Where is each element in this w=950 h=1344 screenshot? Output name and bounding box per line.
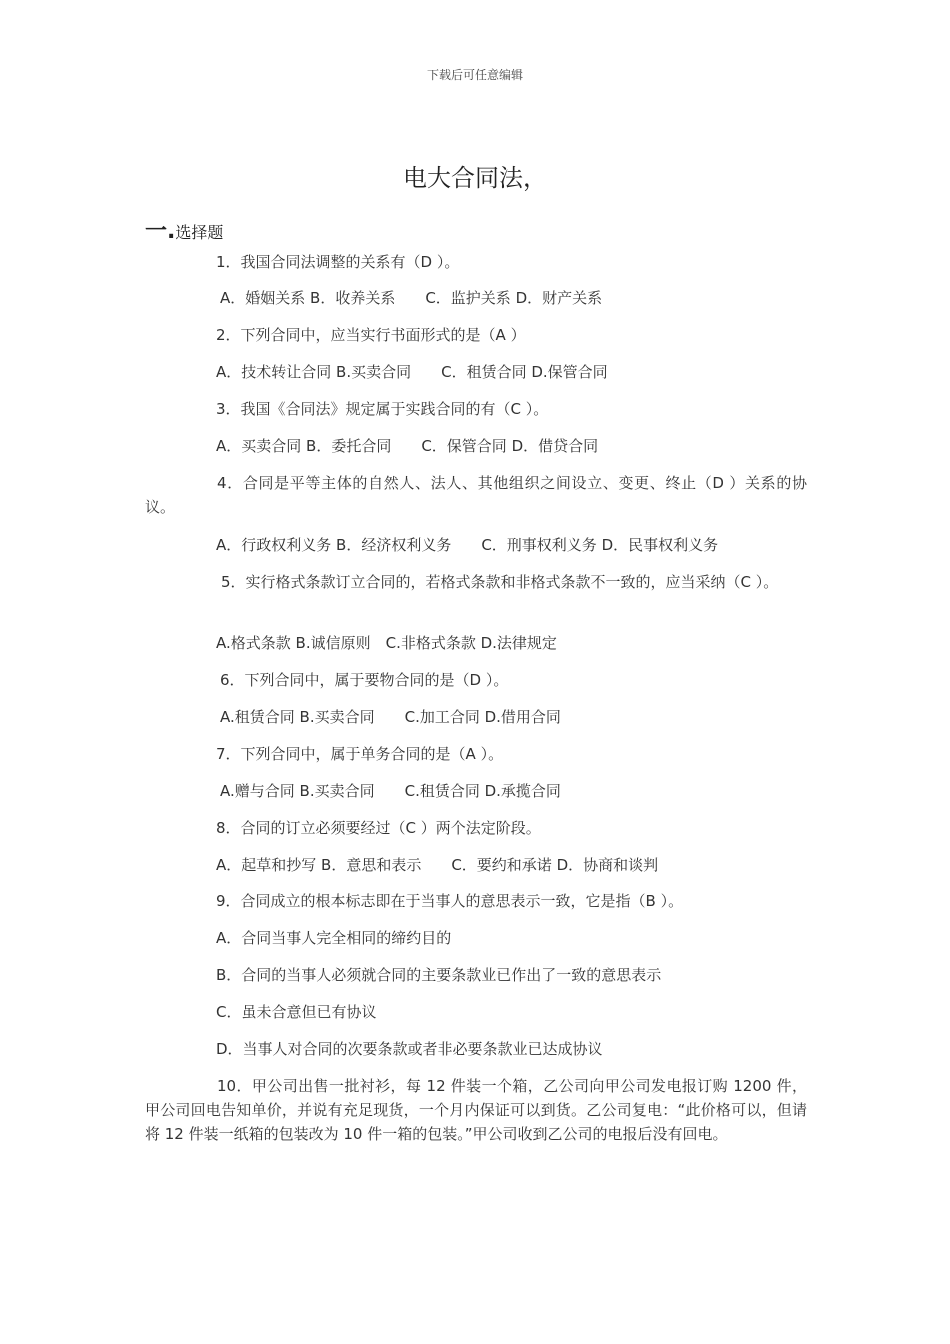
question-2-options: A．技术转让合同 B.买卖合同 C．租赁合同 D.保管合同: [216, 363, 608, 381]
question-9: 9．合同成立的根本标志即在于当事人的意思表示一致，它是指（B ）。: [216, 892, 684, 910]
question-7-options: A.赠与合同 B.买卖合同 C.租赁合同 D.承揽合同: [220, 782, 561, 800]
question-9-option-d: D．当事人对合同的次要条款或者非必要条款业已达成协议: [216, 1040, 603, 1058]
question-5-options: A.格式条款 B.诚信原则 C.非格式条款 D.法律规定: [216, 634, 557, 652]
section-label: 选择题: [175, 223, 224, 242]
question-8: 8．合同的订立必须要经过（C ）两个法定阶段。: [216, 819, 541, 837]
question-2: 2．下列合同中，应当实行书面形式的是（A ）: [216, 326, 526, 344]
question-4-options: A．行政权利义务 B．经济权利义务 C．刑事权利义务 D．民事权利义务: [216, 536, 719, 554]
question-9-option-a: A．合同当事人完全相同的缔约目的: [216, 929, 452, 947]
header-note: 下载后可任意编辑: [426, 68, 523, 82]
question-6: 6．下列合同中，属于要物合同的是（D ）。: [220, 671, 509, 689]
question-3-options: A．买卖合同 B．委托合同 C．保管合同 D．借贷合同: [216, 437, 599, 455]
document-title: 电大合同法，: [403, 164, 547, 192]
section-number: 一.: [145, 219, 176, 244]
section-heading: [145, 214, 223, 245]
question-3: 3．我国《合同法》规定属于实践合同的有（C ）。: [216, 400, 549, 418]
question-4: 4．合同是平等主体的自然人、法人、其他组织之间设立、变更、终止（D ）关系的协议。: [145, 474, 807, 516]
question-9-option-b: B．合同的当事人必须就合同的主要条款业已作出了一致的意思表示: [216, 966, 662, 984]
question-1: 1．我国合同法调整的关系有（D ）。: [216, 253, 460, 271]
question-9-option-c: C．虽未合意但已有协议: [216, 1003, 377, 1021]
question-1-options: A．婚姻关系 B．收养关系 C．监护关系 D．财产关系: [220, 289, 603, 307]
question-5: 5．实行格式条款订立合同的，若格式条款和非格式条款不一致的，应当采纳（C ）。: [221, 573, 779, 591]
question-8-options: A．起草和抄写 B．意思和表示 C．要约和承诺 D．协商和谈判: [216, 856, 659, 874]
question-7: 7．下列合同中，属于单务合同的是（A ）。: [216, 745, 504, 763]
question-10: 10．甲公司出售一批衬衫，每 12 件装一个箱，乙公司向甲公司发电报订购 1200 件，甲公司回电告知单价，并说有充足现货，一个月内保证可以到货。乙公司复电：“此价格可以，但请将 12 件装一纸箱的包装改为 10 件一箱的包装。”甲公司收到乙公司的电报后没有回电。: [145, 1077, 807, 1143]
question-6-options: A.租赁合同 B.买卖合同 C.加工合同 D.借用合同: [220, 708, 561, 726]
